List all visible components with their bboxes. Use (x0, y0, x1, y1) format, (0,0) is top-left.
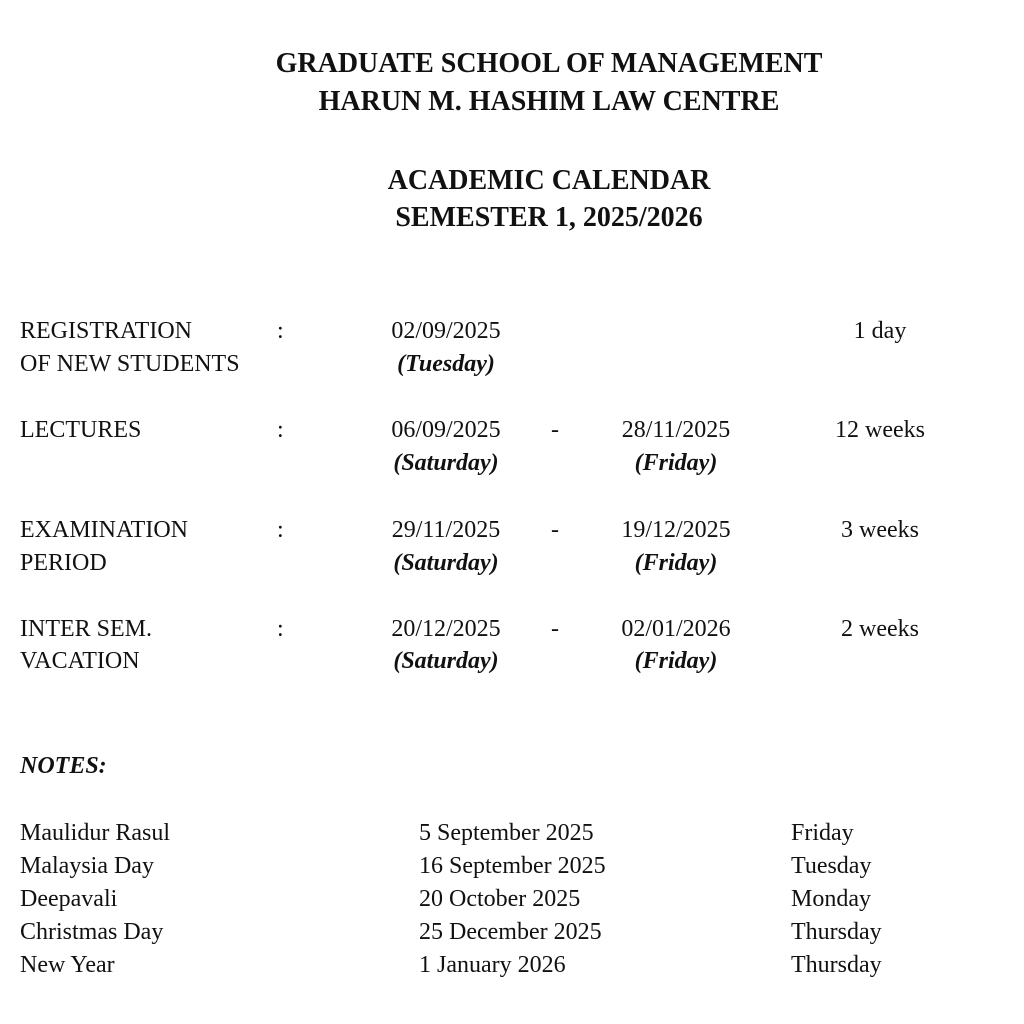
start-date: 20/12/2025 (391, 616, 501, 642)
holiday-date: 5 September 2025 (419, 820, 594, 846)
start-day: (Saturday) (393, 648, 499, 674)
notes-title: NOTES: (20, 753, 107, 779)
holiday-name: Christmas Day (20, 919, 164, 945)
holiday-day: Tuesday (791, 853, 872, 879)
range-dash: - (551, 417, 559, 443)
start-day: (Tuesday) (397, 351, 495, 377)
row-label-line1: LECTURES (20, 417, 142, 443)
end-date: 02/01/2026 (621, 616, 731, 642)
holiday-day: Monday (791, 886, 871, 912)
row-separator: : (277, 417, 284, 443)
holiday-date: 16 September 2025 (419, 853, 606, 879)
row-label-line1: INTER SEM. (20, 616, 152, 642)
row-label-line2: PERIOD (20, 550, 107, 576)
row-label-line1: REGISTRATION (20, 318, 192, 344)
range-dash: - (551, 517, 559, 543)
school-name: GRADUATE SCHOOL OF MANAGEMENT (275, 48, 823, 79)
start-date: 29/11/2025 (391, 517, 501, 543)
row-separator: : (277, 318, 284, 344)
end-day: (Friday) (634, 550, 718, 576)
holiday-day: Thursday (791, 952, 882, 978)
holiday-name: Maulidur Rasul (20, 820, 170, 846)
end-day: (Friday) (634, 450, 718, 476)
end-date: 19/12/2025 (621, 517, 731, 543)
duration: 1 day (853, 318, 907, 344)
row-separator: : (277, 517, 284, 543)
holiday-day: Friday (791, 820, 854, 846)
centre-name: HARUN M. HASHIM LAW CENTRE (318, 86, 780, 117)
semester-title: SEMESTER 1, 2025/2026 (395, 202, 703, 233)
holiday-name: New Year (20, 952, 115, 978)
start-date: 06/09/2025 (391, 417, 501, 443)
range-dash: - (551, 616, 559, 642)
end-day: (Friday) (634, 648, 718, 674)
document-title: ACADEMIC CALENDAR (387, 165, 711, 196)
row-label-line2: VACATION (20, 648, 140, 674)
duration: 12 weeks (835, 417, 925, 443)
holiday-name: Deepavali (20, 886, 118, 912)
start-day: (Saturday) (393, 450, 499, 476)
duration: 3 weeks (841, 517, 919, 543)
end-date: 28/11/2025 (621, 417, 731, 443)
holiday-day: Thursday (791, 919, 882, 945)
start-day: (Saturday) (393, 550, 499, 576)
row-label-line2: OF NEW STUDENTS (20, 351, 240, 377)
row-label-line1: EXAMINATION (20, 517, 188, 543)
row-separator: : (277, 616, 284, 642)
start-date: 02/09/2025 (391, 318, 501, 344)
holiday-name: Malaysia Day (20, 853, 154, 879)
duration: 2 weeks (841, 616, 919, 642)
holiday-date: 1 January 2026 (419, 952, 566, 978)
holiday-date: 25 December 2025 (419, 919, 602, 945)
holiday-date: 20 October 2025 (419, 886, 581, 912)
